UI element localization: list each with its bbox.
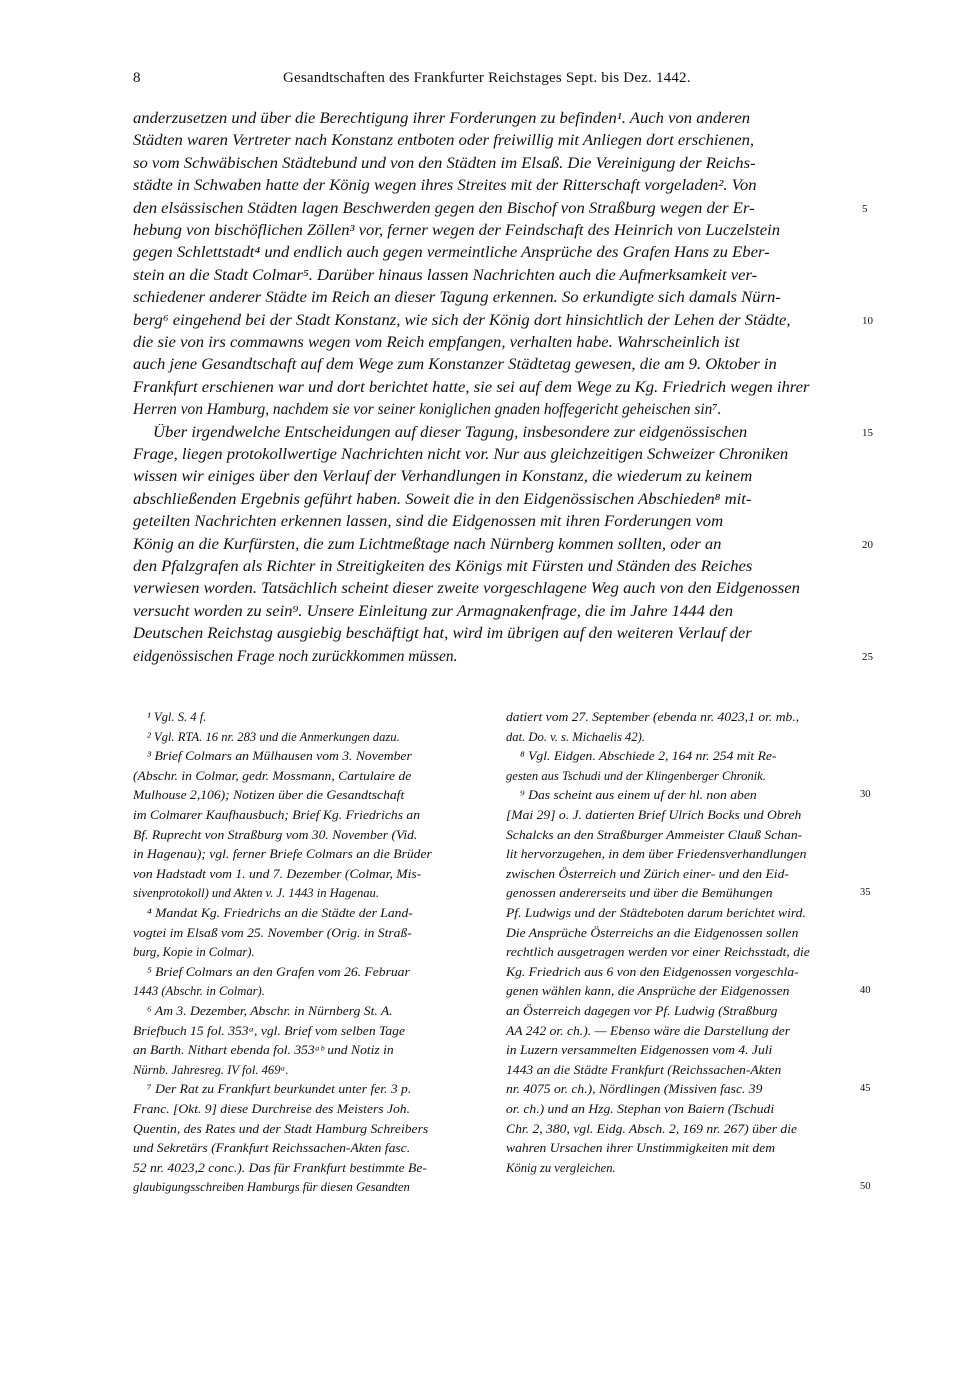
text-line: geteilten Nachrichten erkennen lassen, sind die Eidgenossen mit ihren Forderungen vom <box>133 513 724 531</box>
footnote-line: gesten aus Tschudi und der Klingenberger Chronik. <box>506 768 766 783</box>
text-line: den Pfalzgrafen als Richter in Streitigkeiten des Königs mit Fürsten und Ständen des Reiches <box>133 558 753 575</box>
text-line: Über irgendwelche Entscheidungen auf dieser Tagung, insbesondere zur eidgenössischen <box>153 423 748 441</box>
footnote-line: an Barth. Nithart ebenda fol. 353ᵃᵇ und Notiz in <box>133 1043 394 1058</box>
footnote-line: datiert vom 27. September (ebenda nr. 4023,1 or. mb., <box>506 710 800 724</box>
line-number: 50 <box>860 1181 871 1193</box>
text-line: Städten waren Vertreter nach Konstanz entboten oder freiwillig mit Anliegen dort erschienen, <box>133 132 755 150</box>
footnote-line: 1443 (Abschr. in Colmar). <box>133 984 265 999</box>
line-number: 20 <box>862 538 873 551</box>
footnote-line: und Sekretärs (Frankfurt Reichssachen-Akten fasc. <box>133 1141 411 1156</box>
line-number: 5 <box>862 202 868 215</box>
footnote-line: genen wählen kann, die Ansprüche der Eidgenossen <box>506 984 790 999</box>
footnote-line: Schalcks an den Straßburger Ammeister Clauß Schan- <box>506 827 803 842</box>
text-line: den elsässischen Städten lagen Beschwerden gegen den Bischof von Straßburg wegen der Er- <box>133 199 755 217</box>
running-title: Gesandtschaften des Frankfurter Reichstages Sept. bis Dez. 1442. <box>283 70 691 86</box>
footnote-line: ¹ Vgl. S. 4 f. <box>147 710 207 724</box>
footnote-line: lit hervorzugehen, in dem über Friedensverhandlungen <box>506 847 807 862</box>
footnote-line: Die Ansprüche Österreichs an die Eidgenossen sollen <box>506 925 799 940</box>
text-line: gegen Schlettstadt⁴ und endlich auch gegen vermeintliche Ansprüche des Grafen Hans zu Eber- <box>133 244 770 262</box>
footnote-line: Quentin, des Rates und der Stadt Hamburg Schreibers <box>133 1121 429 1136</box>
footnote-line: Briefbuch 15 fol. 353ᵃ, vgl. Brief vom selben Tage <box>133 1023 405 1038</box>
line-number: 45 <box>860 1083 871 1095</box>
footnote-line: ³ Brief Colmars an Mülhausen vom 3. November <box>147 749 412 764</box>
footnote-line: ⁶ Am 3. Dezember, Abschr. in Nürnberg St. A. <box>147 1004 393 1018</box>
line-number: 10 <box>862 314 873 327</box>
text-line: hebung von bischöflichen Zöllen³ vor, ferner wegen der Feindschaft des Heinrich von Luczelstein <box>133 222 781 239</box>
text-line: stein an die Stadt Colmar⁵. Darüber hinaus lassen Nachrichten auch die Aufmerksamkeit ver- <box>133 266 758 284</box>
footnote-line: (Abschr. in Colmar, gedr. Mossmann, Cartulaire de <box>133 768 412 783</box>
line-number: 30 <box>860 789 871 801</box>
footnote-line: dat. Do. v. s. Michaelis 42). <box>506 729 645 744</box>
text-line: Frankfurt erschienen war und dort berichtet hatte, sie sei auf dem Wege zu Kg. Friedrich wegen ihrer <box>133 378 810 396</box>
footnote-line: or. ch.) und an Hzg. Stephan von Baiern (Tschudi <box>506 1102 775 1116</box>
footnote-line: an Österreich dagegen vor Pf. Ludwig (Straßburg <box>506 1004 778 1018</box>
footnote-line: rechtlich ausgetragen werden vor einer Reichsstadt, die <box>506 945 810 960</box>
footnote-line: ² Vgl. RTA. 16 nr. 283 und die Anmerkungen dazu. <box>147 729 400 744</box>
footnote-line: vogtei im Elsaß vom 25. November (Orig. in Straß- <box>133 925 412 940</box>
footnote-line: 1443 an die Städte Frankfurt (Reichssachen-Akten <box>506 1062 782 1077</box>
footnote-line: wahren Ursachen ihrer Unstimmigkeiten mit dem <box>506 1141 776 1156</box>
text-line: berg⁶ eingehend bei der Stadt Konstanz, wie sich der König dort hinsichtlich der Lehen der Städte, <box>133 311 791 329</box>
footnote-line: Nürnb. Jahresreg. IV fol. 469ᵃ. <box>133 1062 289 1077</box>
footnote-line: nr. 4075 or. ch.), Nördlingen (Missiven fasc. 39 <box>506 1082 763 1097</box>
footnote-line: in Hagenau); vgl. ferner Briefe Colmars an die Brüder <box>133 847 432 862</box>
footnote-line: Pf. Ludwigs und der Städteboten darum berichtet wird. <box>506 906 806 920</box>
page-header <box>133 70 856 92</box>
footnote-line: ⁷ Der Rat zu Frankfurt beurkundet unter fer. 3 p. <box>147 1082 412 1097</box>
footnote-line: ⁵ Brief Colmars an den Grafen vom 26. Februar <box>147 964 410 979</box>
text-line: eidgenössischen Frage noch zurückkommen müssen. <box>133 647 458 665</box>
footnote-line: ⁴ Mandat Kg. Friedrichs an die Städte der Land- <box>147 906 413 920</box>
text-line: anderzusetzen und über die Berechtigung ihrer Forderungen zu befinden¹. Auch von anderen <box>133 110 751 127</box>
footnote-line: Bf. Ruprecht von Straßburg vom 30. November (Vid. <box>133 827 418 842</box>
footnote-line: genossen andererseits und über die Bemühungen <box>506 886 773 901</box>
text-line: Herren von Hamburg, nachdem sie vor seiner koniglichen gnaden hoffegericht geheischen sin⁷. <box>133 401 722 419</box>
text-line: wissen wir einiges über den Verlauf der Verhandlungen in Konstanz, die wiederum zu keinem <box>133 468 753 486</box>
footnote-line: in Luzern versammelten Eidgenossen vom 4. Juli <box>506 1043 773 1058</box>
page-number: 8 <box>133 70 141 86</box>
footnote-line: burg, Kopie in Colmar). <box>133 945 255 960</box>
footnote-line: AA 242 or. ch.). — Ebenso wäre die Darstellung der <box>506 1023 791 1038</box>
line-number: 35 <box>860 887 871 899</box>
footnote-line: 52 nr. 4023,2 conc.). Das für Frankfurt bestimmte Be- <box>133 1160 427 1175</box>
line-number: 40 <box>860 985 871 997</box>
line-number: 15 <box>862 426 873 439</box>
text-line: Deutschen Reichstag ausgiebig beschäftigt hat, wird im übrigen auf den weiteren Verlauf der <box>133 625 752 643</box>
footnote-line: von Hadstadt vom 1. und 7. Dezember (Colmar, Mis- <box>133 866 422 881</box>
footnote-line: zwischen Österreich und Zürich einer- und den Eid- <box>506 866 789 881</box>
text-line: König an die Kurfürsten, die zum Lichtmeßtage nach Nürnberg kommen sollten, oder an <box>133 535 722 553</box>
footnote-line: Mulhouse 2,106); Notizen über die Gesandtschaft <box>133 788 405 803</box>
footnote-line: König zu vergleichen. <box>506 1160 616 1175</box>
footnote-line: ⁹ Das scheint aus einem uf der hl. non aben <box>520 788 757 803</box>
text-line: die sie von irs commawns wegen vom Reich empfangen, verhalten habe. Wahrscheinlich ist <box>133 334 740 351</box>
footnote-line: Franc. [Okt. 9] diese Durchreise des Meisters Joh. <box>133 1102 411 1116</box>
footnote-line: glaubigungsschreiben Hamburgs für diesen Gesandten <box>133 1180 410 1195</box>
footnote-line: Chr. 2, 380, vgl. Eidg. Absch. 2, 169 nr. 267) über die <box>506 1121 798 1136</box>
text-line: städte in Schwaben hatte der König wegen ihres Streites mit der Ritterschaft vorgeladen². Von <box>133 177 757 195</box>
text-line: schiedener anderer Städte im Reich an dieser Tagung erkennen. So erkundigte sich damals Nürn- <box>133 289 781 307</box>
text-line: so vom Schwäbischen Städtebund und von den Städten im Elsaß. Die Vereinigung der Reichs- <box>133 154 756 172</box>
footnote-line: sivenprotokoll) und Akten v. J. 1443 in Hagenau. <box>133 886 379 901</box>
text-line: abschließenden Ergebnis geführt haben. Soweit die in den Eidgenössischen Abschieden⁸ mit- <box>133 490 752 508</box>
text-line: versucht worden zu sein⁹. Unsere Einleitung zur Armagnakenfrage, die im Jahre 1444 den <box>133 602 734 620</box>
line-number: 25 <box>862 650 873 663</box>
text-line: Frage, liegen protokollwertige Nachrichten nicht vor. Nur aus gleichzeitigen Schweizer Chroniken <box>133 446 789 463</box>
footnote-line: Kg. Friedrich aus 6 von den Eidgenossen vorgeschla- <box>506 964 799 979</box>
text-line: verwiesen worden. Tatsächlich scheint dieser zweite vorgeschlagene Weg auch von den Eidgenossen <box>133 580 800 598</box>
footnote-line: [Mai 29] o. J. datierten Brief Ulrich Bocks und Obreh <box>506 808 802 822</box>
footnote-line: ⁸ Vgl. Eidgen. Abschiede 2, 164 nr. 254 mit Re- <box>520 749 777 764</box>
text-line: auch jene Gesandtschaft auf dem Wege zum Konstanzer Städtetag gewesen, die am 9. Oktober in <box>133 356 777 374</box>
footnote-line: im Colmarer Kaufhausbuch; Brief Kg. Friedrichs an <box>133 808 421 822</box>
